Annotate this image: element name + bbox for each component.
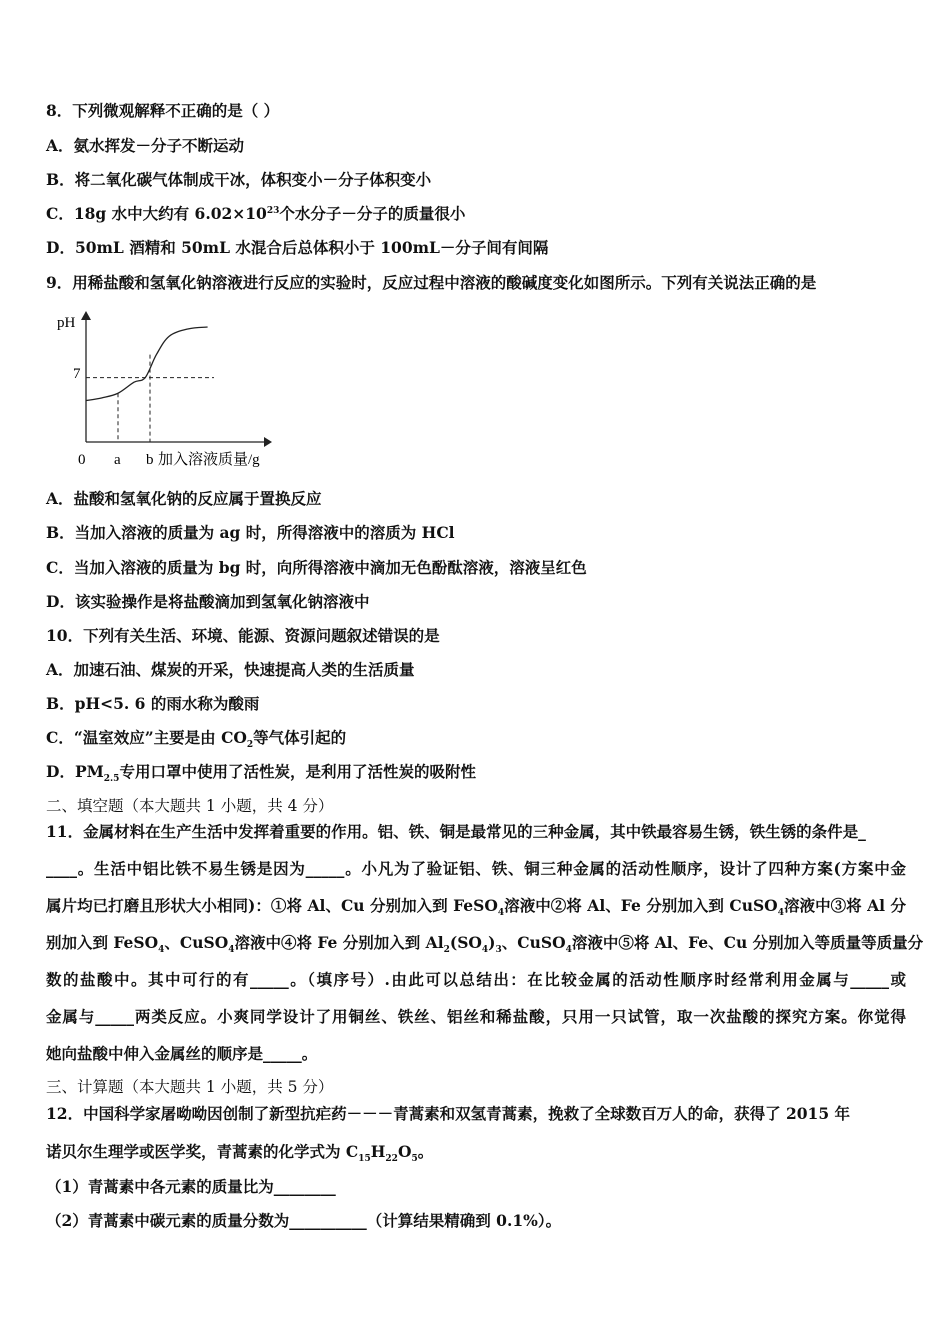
q10-option-d-text-2: 专用口罩中使用了活性炭，是利用了活性炭的吸附性: [119, 762, 476, 781]
q11-line-3-text-2: 溶液中②将 Al、Fe 分别加入到 CuSO: [504, 896, 778, 915]
q11-line-4-text-2: 、CuSO: [164, 933, 229, 952]
q11-line-4-text: 别加入到 FeSO: [46, 933, 159, 952]
q9-stem: 9．用稀盐酸和氢氧化钠溶液进行反应的实验时，反应过程中溶液的酸碱度变化如图所示。下列有关说法正确的是: [46, 273, 817, 292]
q11-line-4-text-6: 、CuSO: [501, 933, 566, 952]
q11-line-6: 金属与_____两类反应。小爽同学设计了用铜丝、铁丝、铝丝和稀盐酸，只用一只试管，取一次盐酸的探究方案。你觉得: [46, 1007, 906, 1026]
q11-line-4-text-5: ): [488, 933, 496, 952]
ph-curve-line: [86, 327, 208, 401]
q8-option-a: A．氨水挥发－分子不断运动: [46, 136, 245, 155]
q11-line-4-sub-2: 4: [228, 945, 235, 956]
ph-chart-svg: [46, 306, 296, 476]
q11-line-4-sub-3: 2: [443, 945, 450, 956]
q11-line-4-sub-5: 3: [495, 945, 502, 956]
q10-option-d-subscript: 2.5: [103, 774, 120, 785]
q10-stem: 10．下列有关生活、环境、能源、资源问题叙述错误的是: [46, 626, 440, 645]
q10-option-a: A．加速石油、煤炭的开采，快速提高人类的生活质量: [46, 660, 415, 679]
x-tick-b: b: [146, 452, 154, 468]
q10-option-c-subscript: 2: [246, 740, 254, 751]
q9-option-c: C．当加入溶液的质量为 bg 时，向所得溶液中滴加无色酚酞溶液，溶液呈红色: [46, 558, 587, 577]
x-axis-arrow: [264, 437, 272, 447]
q11-line-2: ____。生活中铝比铁不易生锈是因为_____。小凡为了验证铝、铁、铜三种金属的活动性顺序，设计了四种方案(方案中金: [46, 859, 906, 878]
q8-option-c-text: C．18g 水中大约有 6.02×10: [46, 204, 267, 223]
q11-line-3: [46, 896, 906, 919]
q8-option-c-text-2: 个水分子－分子的质量很小: [279, 204, 466, 223]
section-2-title: 二、填空题（本大题共 1 小题，共 4 分）: [46, 797, 334, 815]
y-tick-7: 7: [73, 366, 81, 382]
q10-option-c-text: C．“温室效应”主要是由 CO: [46, 728, 247, 747]
q11-line-1: 11．金属材料在生产生活中发挥着重要的作用。铝、铁、铜是最常见的三种金属，其中铁最容易生锈，铁生锈的条件是_: [46, 822, 866, 841]
q11-line-3-text-3: 溶液中③将 Al 分: [783, 896, 906, 915]
q10-option-c: [46, 728, 347, 751]
q9-option-b: B．当加入溶液的质量为 ag 时，所得溶液中的溶质为 HCl: [46, 523, 455, 542]
y-axis-label: pH: [57, 315, 76, 331]
q12-line-2-sub-1: 15: [358, 1154, 371, 1165]
q11-line-4-sub-4: 4: [481, 945, 489, 956]
q9-option-a: A．盐酸和氢氧化钠的反应属于置换反应: [46, 489, 322, 508]
q10-option-d: [46, 762, 476, 785]
origin-label: 0: [78, 452, 86, 468]
q11-line-3-text: 属片均已打磨且形状大小相同)：①将 Al、Cu 分别加入到 FeSO: [46, 896, 498, 915]
q12-part-1: （1）青蒿素中各元素的质量比为________: [46, 1177, 336, 1196]
q8-option-b: B．将二氧化碳气体制成干冰，体积变小－分子体积变小: [46, 170, 432, 189]
q11-line-4-text-4: (SO: [449, 933, 482, 952]
q12-line-1: 12．中国科学家屠呦呦因创制了新型抗疟药－－－青蒿素和双氢青蒿素，挽救了全球数百万人的命，获得了 2015 年: [46, 1104, 851, 1123]
q9-option-d: D．该实验操作是将盐酸滴加到氢氧化钠溶液中: [46, 592, 370, 611]
q12-line-2-sub-2: 22: [385, 1154, 398, 1165]
q12-line-2-text-4: 。: [417, 1142, 434, 1161]
q12-line-2-sub-3: 5: [411, 1154, 418, 1165]
q10-option-c-text-2: 等气体引起的: [253, 728, 347, 747]
q10-option-d-text: D．PM: [46, 762, 104, 781]
x-tick-a: a: [114, 452, 121, 468]
q12-line-2: [46, 1142, 434, 1165]
q11-line-7: 她向盐酸中伸入金属丝的顺序是_____。: [46, 1044, 318, 1063]
q12-line-2-text-3: O: [397, 1142, 412, 1161]
q11-line-3-sub-2: 4: [777, 908, 784, 919]
q12-part-2: （2）青蒿素中碳元素的质量分数为__________（计算结果精确到 0.1%）。: [46, 1211, 562, 1230]
q11-line-3-sub: 4: [497, 908, 505, 919]
ph-chart: [46, 306, 296, 476]
q12-line-2-text-2: H: [370, 1142, 386, 1161]
q11-line-4-sub-6: 4: [565, 945, 572, 956]
q11-line-4-text-7: 溶液中⑤将 Al、Fe、Cu 分别加入等质量等质量分: [571, 933, 924, 952]
q11-line-4: [46, 933, 924, 956]
q8-stem: 8．下列微观解释不正确的是（ ）: [46, 101, 280, 120]
q10-option-b: B．pH<5. 6 的雨水称为酸雨: [46, 694, 260, 713]
q8-option-c: [46, 204, 465, 224]
q11-line-4-text-3: 溶液中④将 Fe 分别加入到 Al: [234, 933, 444, 952]
q11-line-5: 数的盐酸中。其中可行的有_____。（填序号）.由此可以总结出：在比较金属的活动性顺序时经常利用金属与_____或: [46, 970, 906, 989]
q8-option-c-exponent: 23: [266, 205, 280, 216]
x-axis-label: 加入溶液质量/g: [158, 452, 260, 468]
q11-line-4-sub-1: 4: [158, 945, 165, 956]
section-3-title: 三、计算题（本大题共 1 小题，共 5 分）: [46, 1078, 334, 1096]
y-axis-arrow: [81, 311, 91, 320]
q12-line-2-text: 诺贝尔生理学或医学奖，青蒿素的化学式为 C: [46, 1142, 359, 1161]
q8-option-d: D．50mL 酒精和 50mL 水混合后总体积小于 100mL－分子间有间隔: [46, 238, 549, 257]
